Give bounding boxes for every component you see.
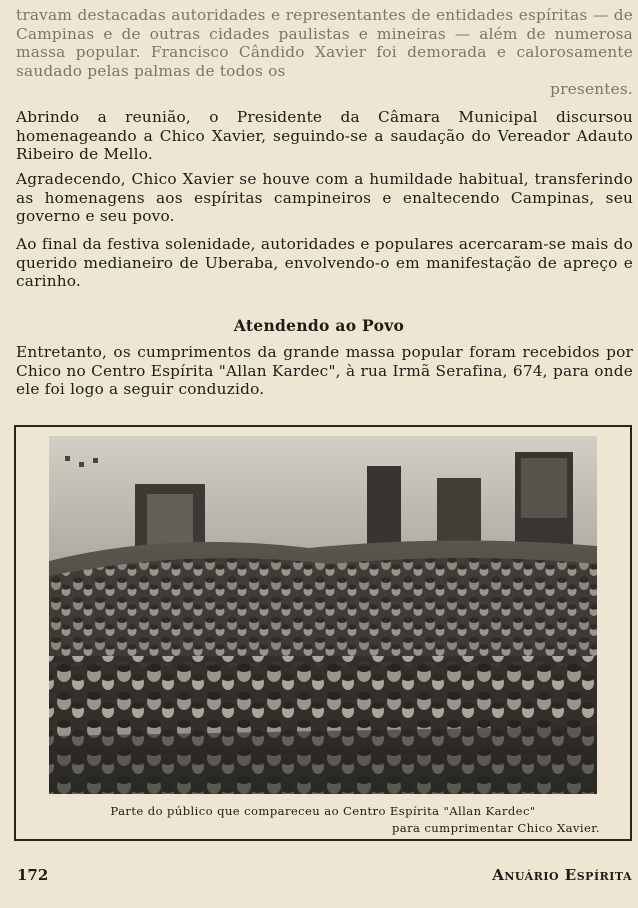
paragraph-intro-text: travam destacadas autoridades e representantes de entidades espíritas — de Campinas e de outras cidades paulistas e mineiras — além de numerosa massa popular. Francisco Cândido Xavier foi demorada e calorosamente saudado pelas palmas de todos os (16, 6, 633, 80)
paragraph-reception (16, 343, 633, 399)
page-number: 172 (17, 866, 49, 884)
photo-frame (14, 425, 632, 841)
paragraph-intro-last: presentes. (550, 80, 633, 99)
photo-caption (16, 803, 630, 837)
photo-caption-line1: Parte do público que compareceu ao Centro Espírita "Allan Kardec" (110, 804, 536, 818)
paragraph-closing (16, 235, 633, 291)
audience-photo (49, 436, 597, 794)
paragraph-thanks (16, 170, 633, 226)
paragraph-opening-speech (16, 108, 633, 164)
paragraph-opening-speech-text: Abrindo a reunião, o Presidente da Câmara Municipal discursou homenageando a Chico Xavier, seguindo-se a saudação do Vereador Adauto Ribeiro de Mello. (16, 108, 633, 164)
section-heading: Atendendo ao Povo (233, 316, 405, 335)
paragraph-closing-text: Ao final da festiva solenidade, autoridades e populares acercaram-se mais do querido medianeiro de Uberaba, envolvendo-o em manifestação de apreço e carinho. (16, 235, 633, 291)
running-title: Anuário Espírita (492, 866, 632, 884)
paragraph-thanks-text: Agradecendo, Chico Xavier se houve com a humildade habitual, transferindo as homenagens aos espíritas campineiros e enaltecendo Campinas, seu governo e seu povo. (16, 170, 633, 226)
photo-caption-line2: para cumprimentar Chico Xavier. (391, 821, 600, 835)
paragraph-reception-text: Entretanto, os cumprimentos da grande massa popular foram recebidos por Chico no Centro Espírita "Allan Kardec", à rua Irmã Serafina, 674, para onde ele foi logo a seguir conduzido. (16, 343, 633, 399)
paragraph-intro (16, 6, 633, 99)
